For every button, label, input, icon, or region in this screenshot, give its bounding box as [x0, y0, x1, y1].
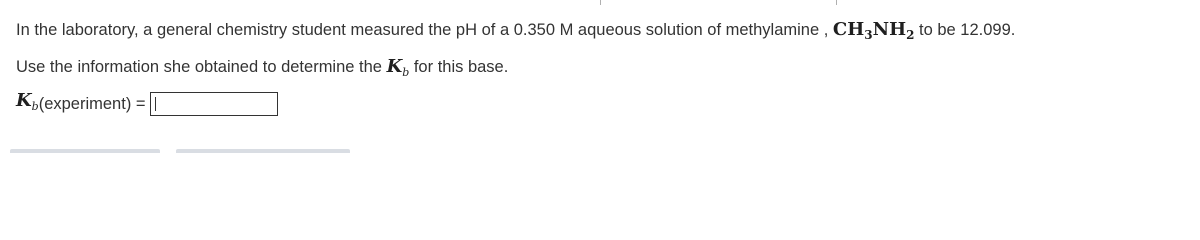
question-line-2 — [16, 56, 508, 84]
divider-tick — [836, 0, 837, 5]
question-line-1 — [16, 19, 1015, 46]
text-cursor — [155, 97, 156, 111]
instruction-text-end: for this base. — [409, 58, 509, 76]
kb-symbol: $K_b$ — [386, 56, 410, 79]
action-button-1[interactable] — [10, 149, 160, 153]
answer-label: (experiment) = — [38, 95, 146, 113]
answer-row — [16, 90, 278, 118]
question-text: In the laboratory, a general chemistry student measured the pH of a 0.350 M aqueous solution of methylamine , — [16, 21, 833, 39]
answer-kb-symbol: $K_b$ — [16, 90, 39, 113]
instruction-text: Use the information she obtained to determine the — [16, 58, 387, 76]
top-divider-ticks — [0, 0, 1200, 8]
chemical-formula: $CH_3NH_2$ — [832, 19, 915, 42]
divider-tick — [600, 0, 601, 5]
action-button-2[interactable] — [176, 149, 350, 153]
question-text-end: to be 12.099. — [914, 21, 1016, 39]
kb-answer-input[interactable] — [150, 92, 278, 116]
